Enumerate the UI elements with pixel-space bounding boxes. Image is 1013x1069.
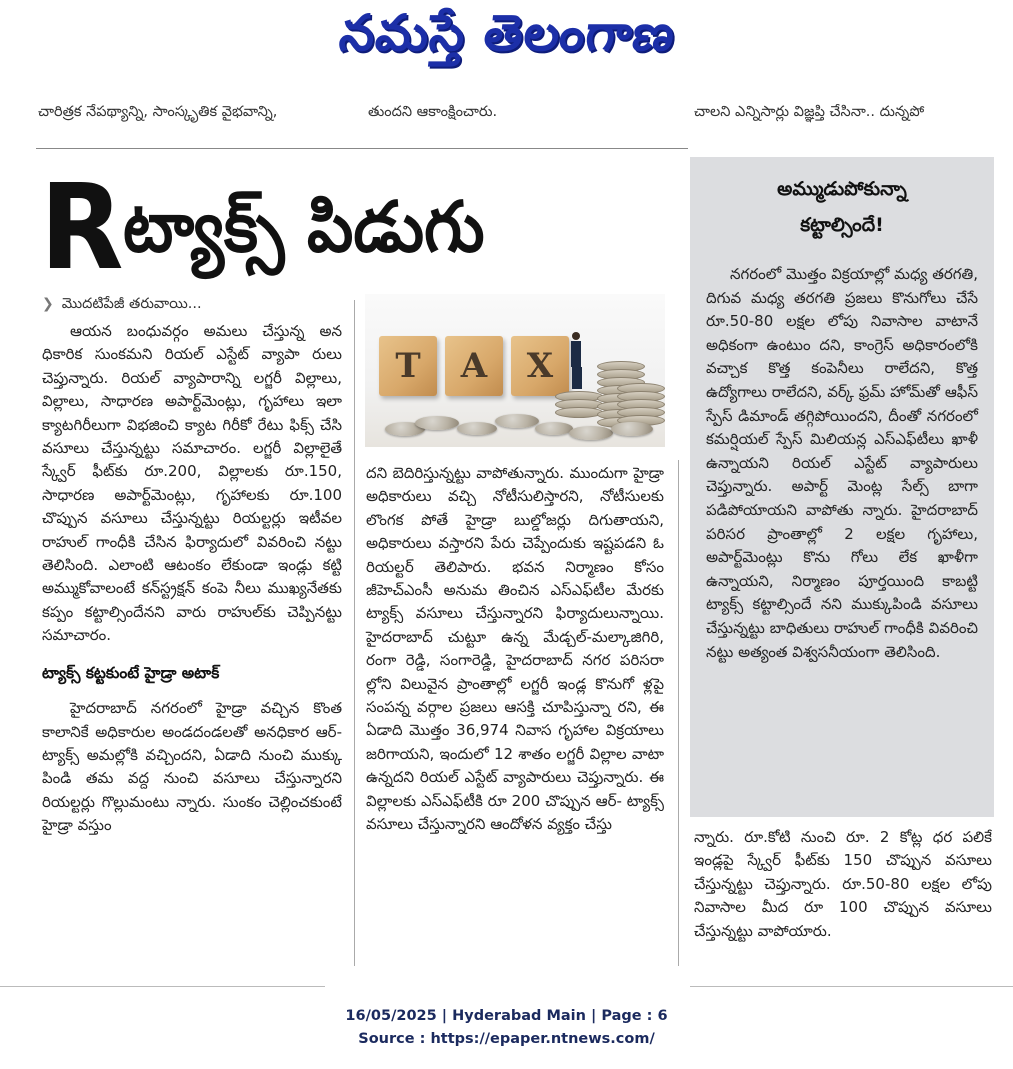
sidebar-title bbox=[690, 171, 994, 243]
article-column-1 bbox=[42, 320, 342, 838]
paragraph: దని బెదిరిస్తున్నట్టు వాపోతున్నారు. ముందుగా హైడ్రా అధికారులు వచ్చి నోటీసులిస్తారని, నోటీసులకు లొంగక పోతే హైడ్రా బుల్డోజర్లు దిగుతాయని, అధికారులు వస్తారని పేరు చెప్పేందుకు ఇష్టపడని ఓ రియల్టర్ తెలిపారు. భవన నిర్మాణం కోసం జీహెచ్‌ఎంసీ అనుమ తించిన ఎస్‌ఎఫ్‌టీల మేరకు ట్యాక్స్ వసూలు చేస్తున్నారని ఫిర్యాదులున్నాయి. హైదరాబాద్ చుట్టూ ఉన్న మేడ్చల్-మల్కాజిగిరి, రంగా రెడ్డి, సంగారెడ్డి, హైదరాబాద్ నగర పరిసరా ల్లోని విలువైన ప్రాంతాల్లో లగ్జరీ ఇండ్ల కొనుగో ళ్లపై సంపన్న వర్గాల ప్రజలు ఆసక్తి చూపిస్తున్నా రని, ఈ ఏడాది మొత్తం 36,974 నివాస గృహాల విక్రయాలు జరిగాయని, ఇందులో 12 శాతం లగ్జరీ విల్లాల వాటా ఉన్నదని రియల్ ఎస్టేట్ వ్యాపారులు చెప్తున్నారు. ఈ విల్లాలకు ఎస్‌ఎఫ్‌టీకి రూ 200 చొప్పున ఆర్‌- ట్యాక్స్ వసూలు చేస్తున్నారని ఆందోళన వ్యక్తం చేస్తు bbox=[366, 464, 664, 834]
top-strip-left: చారిత్రక నేపథ్యాన్ని, సాంస్కృతిక వైభవాన్ని, bbox=[38, 104, 278, 120]
businessman-figure bbox=[571, 332, 581, 390]
masthead bbox=[0, 0, 1013, 80]
tax-cube-x: X bbox=[511, 336, 569, 396]
article-column-2 bbox=[366, 462, 664, 837]
footer-date-edition: 16/05/2025 | Hyderabad Main | Page : 6 bbox=[345, 1008, 668, 1024]
headline-text: ట్యాక్స్ పిడుగు bbox=[122, 186, 485, 268]
coin bbox=[569, 426, 613, 440]
paragraph: ఆయన బంధువర్గం అమలు చేస్తున్న అన ధికారిక సుంకమని రియల్ ఎస్టేట్ వ్యాపా రులు చెప్తున్నారు. రియల్ వ్యాపారాన్ని లగ్జరీ విల్లాలు, విల్లాలు, సాధారణ అపార్ట్‌మెంట్లు, గృహాలు ఇలా క్యాటగిరీలుగా విభజించి క్యాట గిరీకో రేటు ఫిక్స్ చేసి వసూలు చేస్తున్నట్టు సమాచారం. లగ్జరీ విల్లాలైతే స్క్వేర్ ఫీట్‌కు రూ.200, విల్లాలకు రూ.150, సాధారణ అపార్ట్‌మెంట్లు, గృహాలకు రూ.100 చొప్పున వసూలు చేస్తున్నట్టు రియల్టర్లు ఇటీవల రాహుల్ గాంధీకి చేసిన ఫిర్యాదులో వివరించి నట్టు తెలిసింది. ఎలాంటి ఆటంకం లేకుండా ఇండ్లు కట్టి అమ్ముకోవాలంటే కన్‌స్ట్రక్షన్ కంపె నీలు ముఖ్యనేతకు కప్పం కట్టాల్సిందేనని వారు రాహుల్‌కు చెప్పినట్టు సమాచారం. bbox=[42, 322, 342, 645]
continuation-kicker bbox=[42, 296, 202, 316]
coin-stack bbox=[617, 386, 665, 426]
coin bbox=[495, 414, 539, 428]
headline bbox=[40, 158, 512, 296]
paragraph: నగరంలో మొత్తం విక్రయాల్లో మధ్య తరగతి, దిగువ మధ్య తరగతి ప్రజలు కొనుగోలు చేసే రూ.50-80 లక్షల లోపు నివాసాల వాటానే అధికంగా ఉంటుం దని, కాంగ్రెస్ అధికారంలోకి వచ్చాక కొత్త కంపెనీలు రాలేదని, కొత్త ఉద్యోగాలు రాలేదని, వర్క్ ఫ్రమ్ హోమ్‌తో ఆఫీస్ స్పేస్ డిమాండ్ తగ్గిపోయిందని, దీంతో నగరంలో కమర్షియల్ స్పేస్ మిలియన్ల ఎస్‌ఎఫ్‌టీలు ఖాళీ ఉన్నాయని రియల్ ఎస్టేట్ వ్యాపారులు చెప్తున్నారు. అపార్ట్ మెంట్ల సేల్స్ బాగా పడిపోయాయని వాపోతు న్నారు. హైదరాబాద్ పరిసర ప్రాంతాల్లో 2 లక్షల గృహాలు, అపార్ట్‌మెంట్లు కొను గోలు లేక ఖాళీగా ఉన్నాయని, నిర్మాణం పూర్తయింది కాబట్టి ట్యాక్స్ కట్టాల్సిందే నని ముక్కుపిండి వసూలు చేస్తున్నట్టు బాధితులు రాహుల్ గాంధీకి వివరించి నట్టు అత్యంత విశ్వసనీయంగా తెలిసింది. bbox=[706, 265, 978, 661]
top-strip-right: చాలని ఎన్నిసార్లు విజ్ఞప్తి చేసినా.. దున్నపో bbox=[694, 104, 925, 120]
footer-divider bbox=[690, 986, 1013, 987]
sidebar-box bbox=[690, 157, 994, 817]
footer-divider bbox=[0, 986, 325, 987]
headline-letter: R bbox=[40, 158, 124, 296]
sidebar-title-line-2: కట్టాల్సిందే! bbox=[800, 214, 884, 236]
column-divider bbox=[354, 300, 355, 966]
sidebar-title-line-1: అమ్ముడుపోకున్నా bbox=[777, 178, 907, 200]
subheading: ట్యాక్స్ కట్టకుంటే హైడ్రా అటాక్ bbox=[42, 663, 220, 682]
article-column-3 bbox=[694, 826, 992, 943]
coin bbox=[457, 422, 497, 435]
tax-cube-t: T bbox=[379, 336, 437, 396]
coin bbox=[611, 422, 653, 436]
coin-stack bbox=[555, 394, 603, 418]
chevron-right-icon: ❯ bbox=[42, 296, 54, 312]
column-divider bbox=[678, 460, 679, 966]
paragraph: న్నారు. రూ.కోటి నుంచి రూ. 2 కోట్ల ధర పలికే ఇండ్లపై స్క్వేర్ ఫీట్‌కు 150 చొప్పున వసూలు చేస్తున్నట్టు చెప్తున్నారు. రూ.50-80 లక్షల లోపు నివాసాల మీద రూ 100 చొప్పున వసూలు చేస్తున్నట్టు వాపోయారు. bbox=[694, 828, 992, 940]
kicker-text: మొదటిపేజీ తరువాయి... bbox=[61, 296, 202, 312]
footer-source: Source : https://epaper.ntnews.com/ bbox=[358, 1031, 655, 1047]
sidebar-body bbox=[706, 263, 978, 664]
paragraph: హైదరాబాద్ నగరంలో హైడ్రా వచ్చిన కొంత కాలానికే అధికారుల అండదండలతో అనధికార ఆర్‌-ట్యాక్స్ అమల్లోకి వచ్చిందని, ఏడాది నుంచి ముక్కు పిండి తమ వద్ద నుంచి వసూలు చేస్తున్నారని రియల్టర్లు గొల్లుమంటు న్నారు. సుంకం చెల్లించకుంటే హైడ్రా వస్తుం bbox=[42, 699, 342, 835]
divider bbox=[36, 148, 688, 149]
tax-photo bbox=[365, 294, 665, 447]
coin bbox=[535, 422, 573, 435]
coin bbox=[415, 416, 459, 430]
top-strip-middle: తుందని ఆకాంక్షించారు. bbox=[368, 104, 498, 120]
newspaper-logo: నమస్తే తెలంగాణ bbox=[336, 4, 679, 62]
tax-cube-a: A bbox=[445, 336, 503, 396]
